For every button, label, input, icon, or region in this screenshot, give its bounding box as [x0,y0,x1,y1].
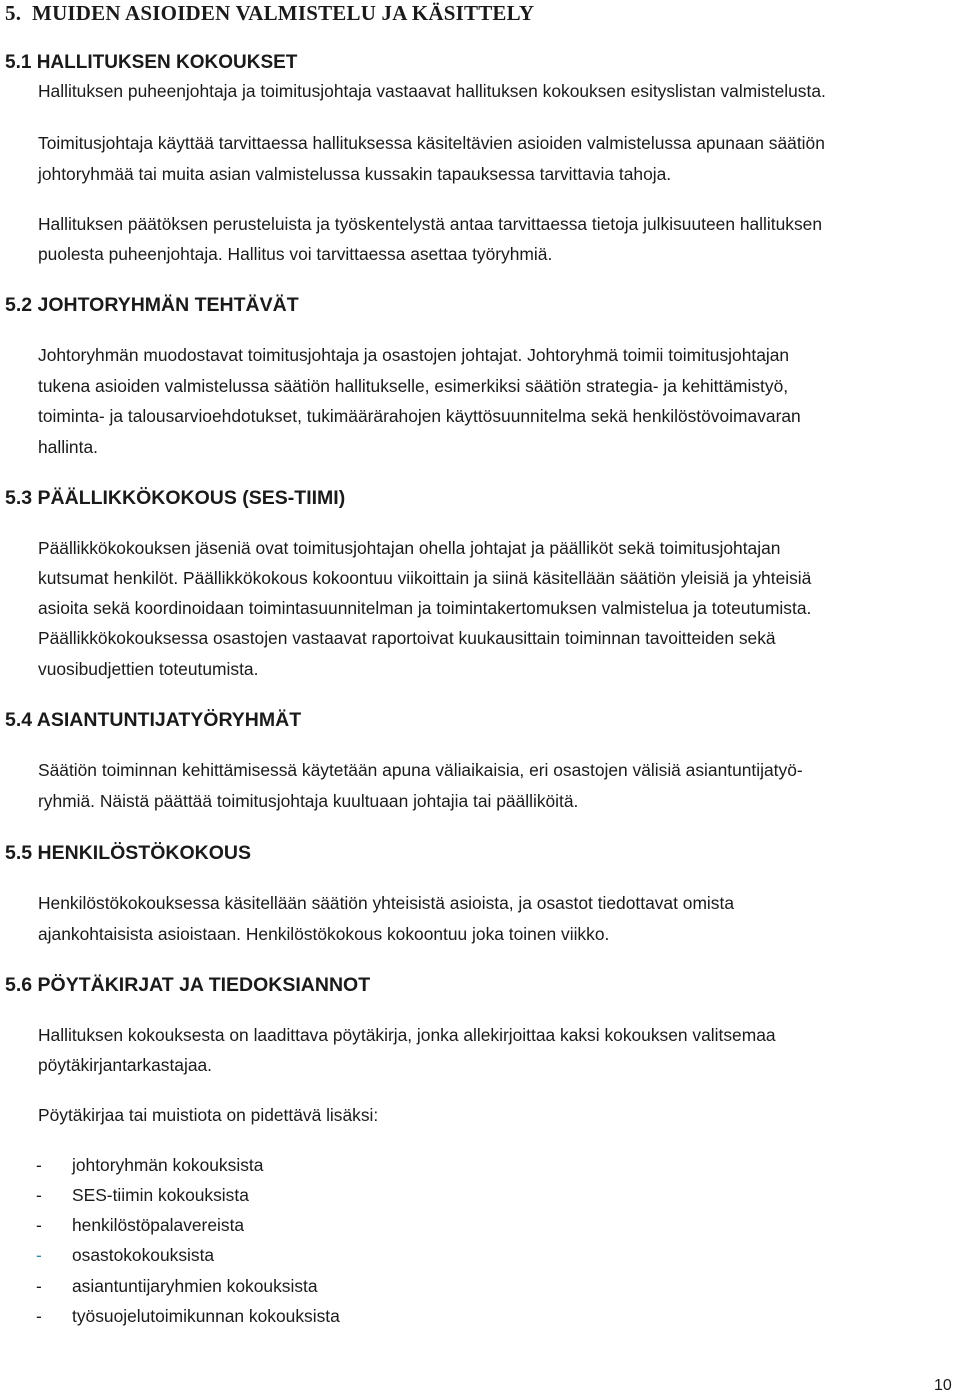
paragraph-line: Säätiön toiminnan kehittämisessä käytetään apuna väliaikaisia, eri osastojen välisiä asiantuntijatyö- [38,760,803,780]
list-item: henkilöstöpalavereista [72,1215,245,1235]
heading-5-5: 5.5 HENKILÖSTÖKOKOUS [5,842,251,864]
paragraph-line: asioita sekä koordinoidaan toimintasuunnitelman ja toimintakertomuksen valmistelua ja toteutumista. [38,598,812,618]
paragraph-line: Toimitusjohtaja käyttää tarvittaessa hallituksessa käsiteltävien asioiden valmistelussa apunaan säätiön [38,133,825,153]
list-item: SES-tiimin kokouksista [72,1185,249,1205]
heading-5-3: 5.3 PÄÄLLIKKÖKOKOUS (SES-TIIMI) [5,487,346,509]
section-title: 5. MUIDEN ASIOIDEN VALMISTELU JA KÄSITTELY [5,1,535,25]
paragraph-line: Hallituksen kokouksesta on laadittava pöytäkirja, jonka allekirjoittaa kaksi kokouksen valitsemaa [38,1025,776,1045]
heading-5-1: 5.1 HALLITUKSEN KOKOUKSET [5,52,298,73]
list-bullet: - [36,1306,42,1326]
paragraph-line: Päällikkökokouksessa osastojen vastaavat raportoivat kuukausittain toiminnan tavoitteiden sekä [38,628,776,648]
paragraph-line: hallinta. [38,437,98,457]
paragraph-line: puolesta puheenjohtaja. Hallitus voi tarvittaessa asettaa työryhmiä. [38,244,553,264]
paragraph-line: Henkilöstökokouksessa käsitellään säätiön yhteisistä asioista, ja osastot tiedottavat omista [38,893,734,913]
paragraph-line: tukena asioiden valmistelussa säätiön hallitukselle, esimerkiksi säätiön strategia- ja kehittämistyö, [38,376,789,396]
heading-5-4: 5.4 ASIANTUNTIJATYÖRYHMÄT [5,709,302,731]
heading-5-6: 5.6 PÖYTÄKIRJAT JA TIEDOKSIANNOT [5,974,371,996]
list-bullet: - [36,1155,42,1175]
paragraph-line: pöytäkirjantarkastajaa. [38,1055,212,1075]
list-item: työsuojelutoimikunnan kokouksista [72,1306,340,1326]
paragraph-line: Päällikkökokouksen jäseniä ovat toimitusjohtajan ohella johtajat ja päälliköt sekä toimitusjohtajan [38,538,781,558]
paragraph-line: vuosibudjettien toteutumista. [38,659,259,679]
paragraph-line: ajankohtaisista asioistaan. Henkilöstökokous kokoontuu joka toinen viikko. [38,924,610,944]
list-bullet: - [36,1276,42,1296]
list-item: osastokokouksista [72,1245,215,1265]
paragraph-line: kutsumat henkilöt. Päällikkökokous kokoontuu viikoittain ja siinä käsitellään säätiön yleisiä ja yhteisiä [38,568,812,588]
paragraph-line: Pöytäkirjaa tai muistiota on pidettävä lisäksi: [38,1105,379,1125]
paragraph-line: toiminta- ja talousarvioehdotukset, tukimäärärahojen käyttösuunnitelma sekä henkilöstövoimavaran [38,406,801,426]
heading-5-2: 5.2 JOHTORYHMÄN TEHTÄVÄT [5,294,299,316]
paragraph-line: Hallituksen puheenjohtaja ja toimitusjohtaja vastaavat hallituksen kokouksen esityslistan valmistelusta. [38,81,826,101]
page-number: 10 [934,1377,952,1394]
list-item: asiantuntijaryhmien kokouksista [72,1276,318,1296]
list-item: johtoryhmän kokouksista [72,1155,264,1175]
paragraph-line: ryhmiä. Näistä päättää toimitusjohtaja kuultuaan johtajia tai päälliköitä. [38,791,579,811]
paragraph-line: johtoryhmää tai muita asian valmistelussa kussakin tapauksessa tarvittavia tahoja. [38,164,672,184]
list-bullet: - [36,1185,42,1205]
paragraph-line: Hallituksen päätöksen perusteluista ja työskentelystä antaa tarvittaessa tietoja julkisuuteen hallituksen [38,214,822,234]
list-bullet: - [36,1215,42,1235]
paragraph-line: Johtoryhmän muodostavat toimitusjohtaja ja osastojen johtajat. Johtoryhmä toimii toimitusjohtajan [38,345,790,365]
list-bullet: - [36,1245,42,1265]
